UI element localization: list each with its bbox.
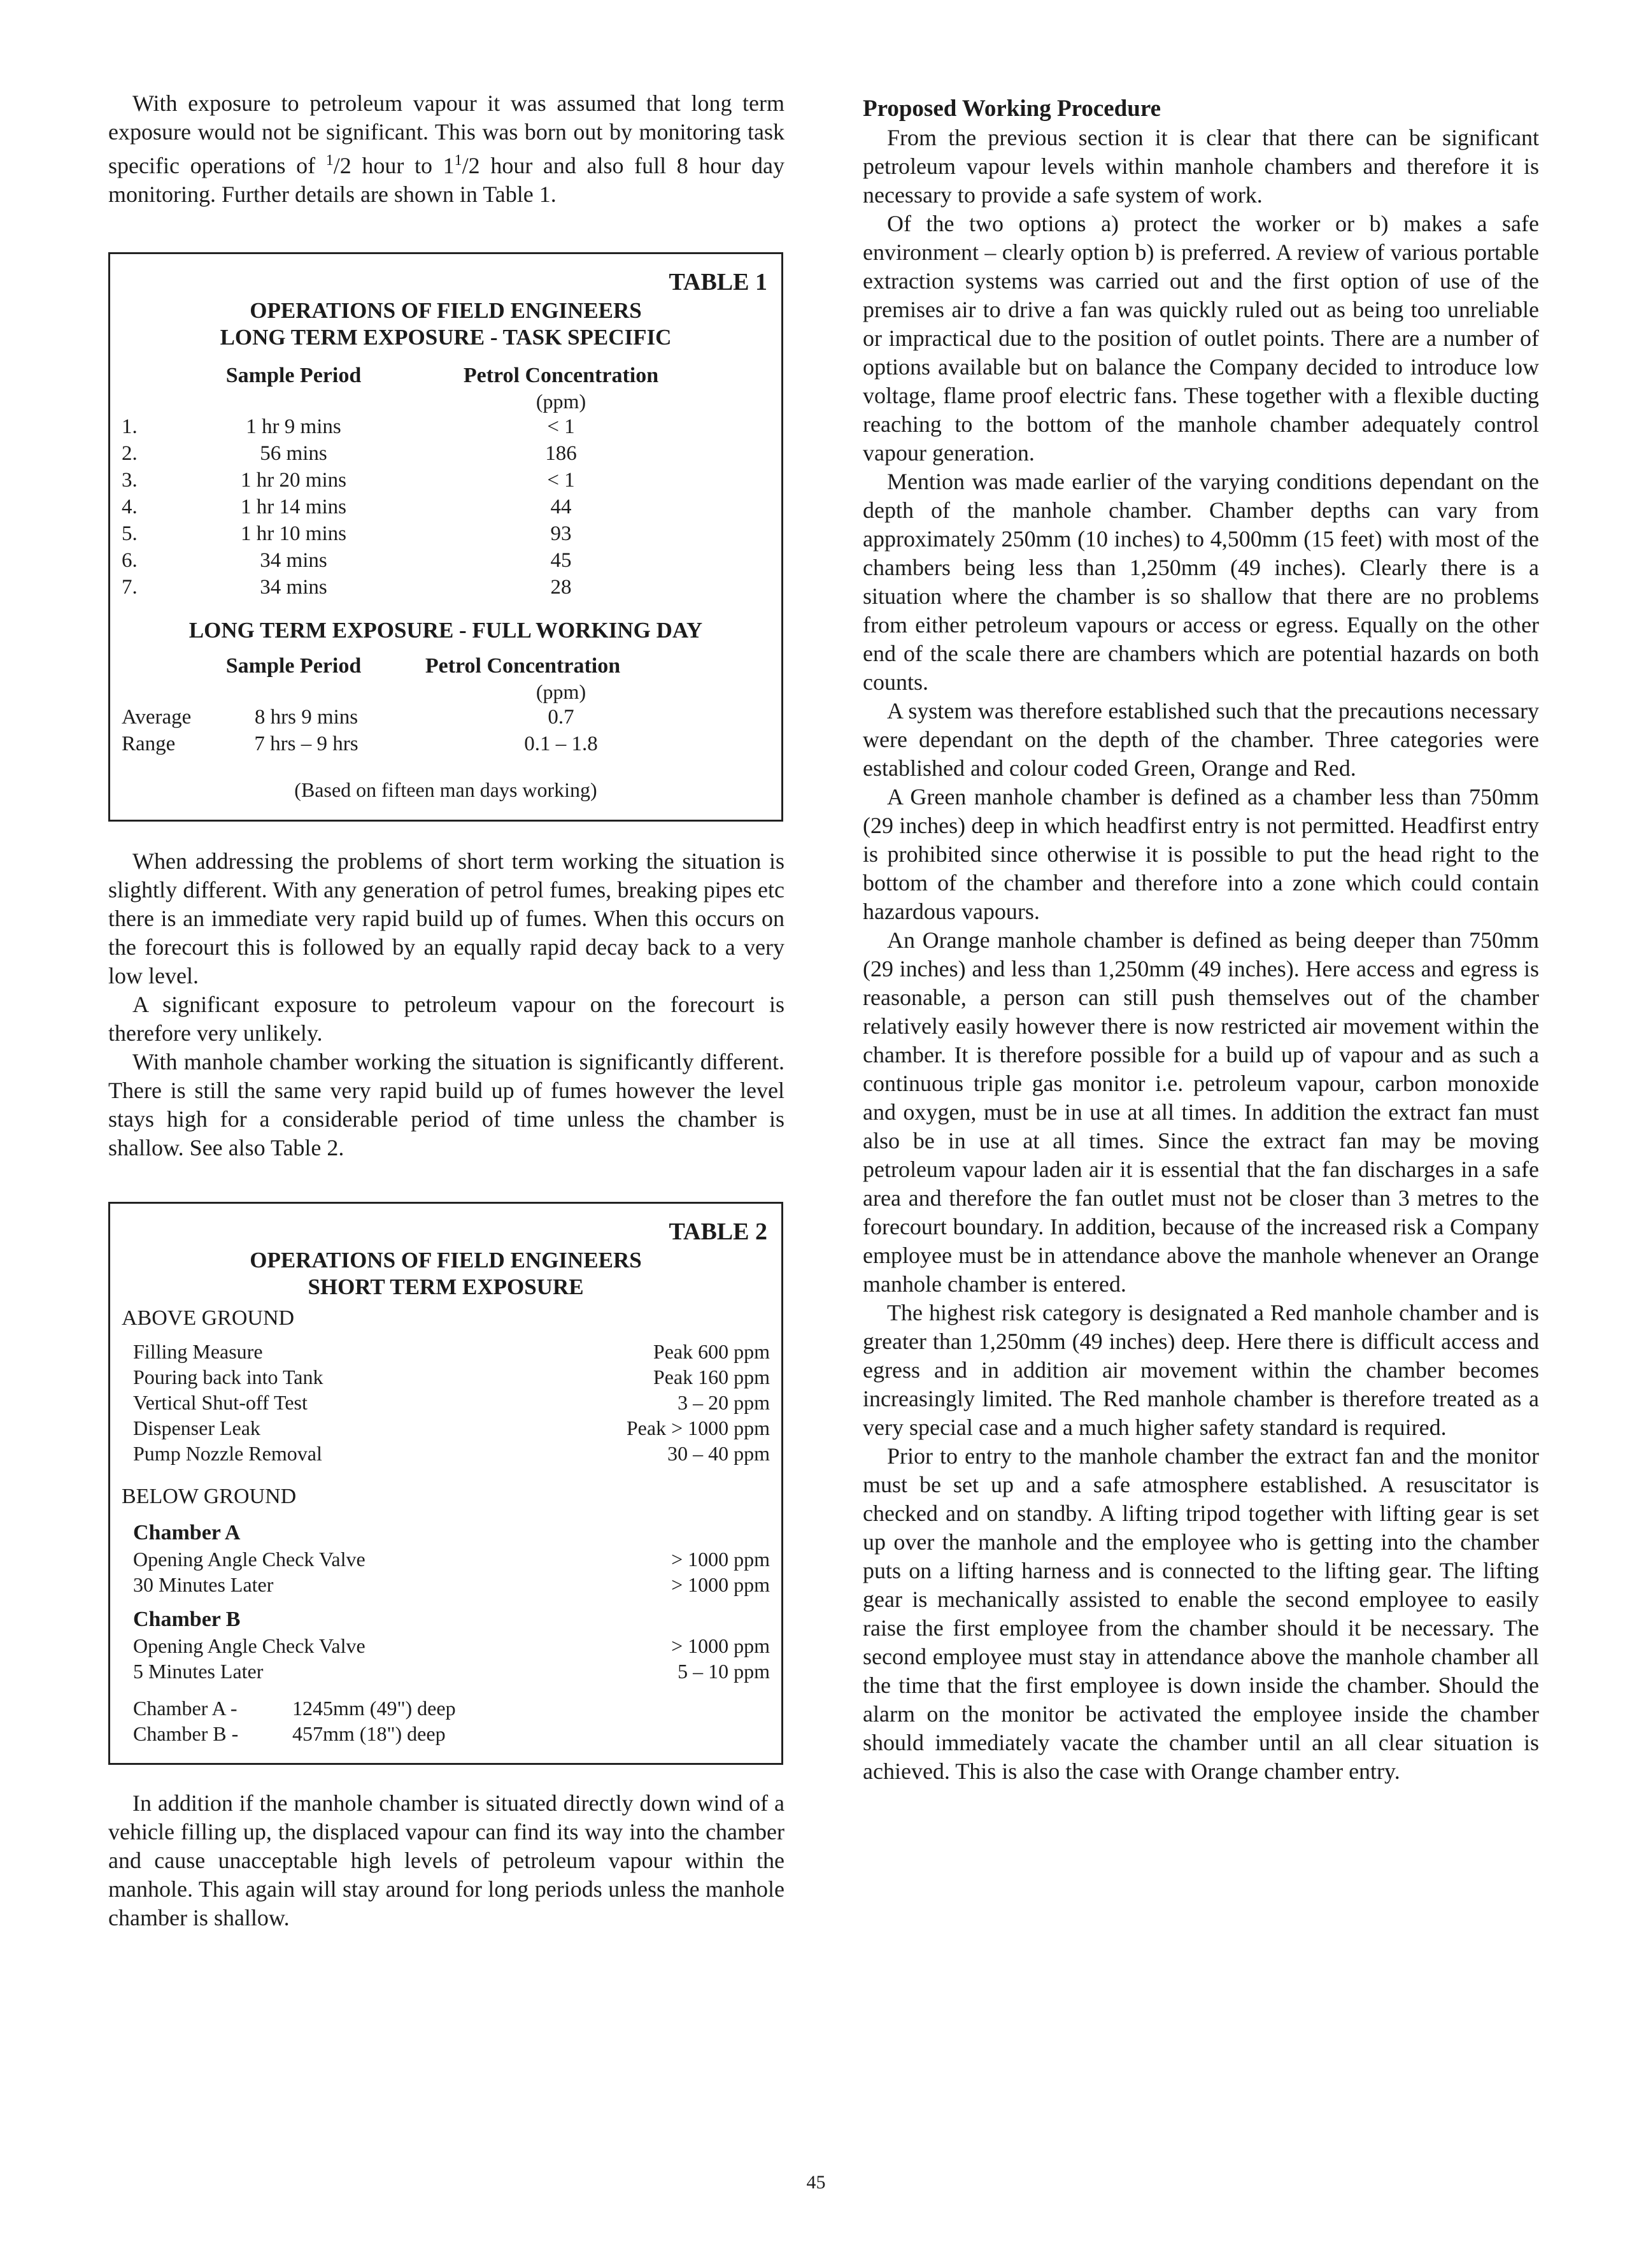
table-1-label: TABLE 1 <box>669 269 767 296</box>
right-column <box>863 94 1539 1786</box>
section-heading: Proposed Working Procedure <box>863 96 1161 122</box>
table-row: Vertical Shut-off Test 3 – 20 ppm <box>133 1391 770 1414</box>
chamber-a-heading: Chamber A <box>133 1521 241 1544</box>
table-row: Pouring back into Tank Peak 160 ppm <box>133 1366 770 1388</box>
chamber-b-heading: Chamber B <box>133 1608 241 1631</box>
table-1-header-2: Sample Period Petrol Concentration <box>225 654 621 678</box>
paragraph: A system was therefore established such that the precautions necessary were dependant on the depth of the chamber. Three categories were established and colour coded Green, Orange and Red. <box>863 698 1539 781</box>
paragraph: A significant exposure to petroleum vapour on the forecourt is therefore very unlikely. <box>108 992 784 1046</box>
paragraph: Of the two options a) protect the worker or b) makes a safe environment – clearly option b) is preferred. A review of various portable extraction systems was carried out and the first option of use of the premises air to drive a fan was quickly ruled out as being too unreliable or impractical due to the position of outlet points. There are a number of options available but on balance the Company decided to introduce low voltage, flame proof electric fans. These together with a flexible ducting reaching to the bottom of the manhole chamber adequately control vapour generation. <box>863 211 1539 466</box>
paragraph: Mention was made earlier of the varying conditions dependant on the depth of the manhole chamber. Chamber depths can vary from approximately 250mm (10 inches) to 4,500mm (15 feet) with most of the chambers being less than 1,250mm (49 inches). Clearly there is a situation where the chamber is so shallow that there are no problems from either petroleum vapours or access or egress. Equally on the other end of the scale there are chambers which are potential hazards on both counts. <box>863 469 1539 695</box>
left-column <box>108 89 784 1932</box>
table-1-note: (Based on fifteen man days working) <box>294 778 597 801</box>
paragraph: The highest risk category is designated a Red manhole chamber and is greater than 1,250mm (49 inches) deep. Here there is difficult access and egress and in addition air movement within the chamber becomes increasingly limited. The Red manhole chamber is therefore treated as a very special case and a much higher safety standard is required. <box>863 1300 1539 1440</box>
table-1-unit: (ppm) <box>536 390 586 413</box>
table-row: 2. 56 mins 186 <box>122 442 577 465</box>
table-row: 30 Minutes Later > 1000 ppm <box>133 1573 770 1596</box>
table-row: 5. 1 hr 10 mins 93 <box>122 522 572 545</box>
table-row: 6. 34 mins 45 <box>122 549 572 572</box>
table-2-title: OPERATIONS OF FIELD ENGINEERS <box>250 1248 642 1273</box>
table-row: Average 8 hrs 9 mins 0.7 <box>122 706 574 729</box>
paragraph: In addition if the manhole chamber is situated directly down wind of a vehicle filling up, the displaced vapour can find its way into the chamber and cause unacceptable high levels of petroleum vapour within the manhole. This again will stay around for long periods unless the manhole chamber is shallow. <box>108 1790 784 1930</box>
table-row: Dispenser Leak Peak > 1000 ppm <box>133 1416 770 1439</box>
table-row: 1. 1 hr 9 mins < 1 <box>122 415 575 438</box>
table-row: Opening Angle Check Valve > 1000 ppm <box>133 1548 770 1571</box>
table-row: Filling Measure Peak 600 ppm <box>133 1340 770 1363</box>
table-row: 3. 1 hr 20 mins < 1 <box>122 469 575 492</box>
table-2-label: TABLE 2 <box>669 1218 767 1245</box>
table-2 <box>108 1202 783 1765</box>
table-row: Opening Angle Check Valve > 1000 ppm <box>133 1634 770 1657</box>
table-2-subtitle: SHORT TERM EXPOSURE <box>308 1274 584 1299</box>
chamber-a-depth: Chamber A - 1245mm (49") deep <box>133 1697 456 1720</box>
chamber-b-depth: Chamber B - 457mm (18") deep <box>133 1722 446 1745</box>
paragraph: When addressing the problems of short term working the situation is slightly different. With any generation of petrol fumes, breaking pipes etc there is an immediate very rapid build up of fumes. When this occurs on the forecourt this is followed by an equally rapid decay back to a very low level. <box>108 848 784 988</box>
page-number: 45 <box>806 2172 826 2193</box>
table-1-subtitle: LONG TERM EXPOSURE - TASK SPECIFIC <box>220 325 672 350</box>
paragraph: From the previous section it is clear that there can be significant petroleum vapour levels within manhole chambers and therefore it is necessary to provide a safe system of work. <box>863 125 1539 208</box>
below-ground-heading: BELOW GROUND <box>122 1485 297 1508</box>
table-row: 7. 34 mins 28 <box>122 576 572 599</box>
paragraph: An Orange manhole chamber is defined as being deeper than 750mm (29 inches) and less than 1,250mm (49 inches). Here access and egress is reasonable, a person can still push themselves out of the chamber relatively easily however there is now restricted air movement within the chamber. It is therefore possible for a build up of vapour and as such a continuous triple gas monitor i.e. petroleum vapour, carbon monoxide and oxygen, must be in use at all times. In addition the extract fan must also be in use at all times. Since the extract fan may be moving petroleum vapour laden air it is essential that the fan discharges in a safe area and therefore the fan outlet must not be closer than 3 metres to the forecourt boundary. In addition, because of the increased risk a Company employee must be in attendance above the manhole whenever an Orange manhole chamber is entered. <box>863 927 1539 1297</box>
paragraph: With manhole chamber working the situation is significantly different. There is still the same very rapid build up of fumes however the level stays high for a considerable period of time unless the chamber is shallow. See also Table 2. <box>108 1049 784 1160</box>
table-1 <box>108 252 783 822</box>
table-1-title: OPERATIONS OF FIELD ENGINEERS <box>250 298 642 323</box>
paragraph: A Green manhole chamber is defined as a chamber less than 750mm (29 inches) deep in which headfirst entry is not permitted. Headfirst entry is prohibited since otherwise it is possible to put the head right to the bottom of the chamber and therefore into a zone which could contain hazardous vapours. <box>863 784 1539 924</box>
above-ground-heading: ABOVE GROUND <box>122 1306 295 1330</box>
table-row: 4. 1 hr 14 mins 44 <box>122 496 572 518</box>
table-row: Pump Nozzle Removal 30 – 40 ppm <box>133 1442 770 1465</box>
table-1-header: Sample Period Petrol Concentration <box>225 364 659 387</box>
table-1-section-title: LONG TERM EXPOSURE - FULL WORKING DAY <box>188 618 703 643</box>
intro-paragraph: With exposure to petroleum vapour it was assumed that long term exposure would not be significant. This was born out by monitoring task specific operations of $^1$/2 hour to $1^1/2$ hour and also full 8 hour day monitoring. Further details are shown in Table 1. <box>108 90 784 207</box>
table-row: 5 Minutes Later 5 – 10 ppm <box>133 1660 770 1683</box>
paragraph: Prior to entry to the manhole chamber the extract fan and the monitor must be set up and a safe atmosphere established. A resuscitator is checked and on standby. A lifting tripod together with lifting gear is set up over the manhole and the employee who is getting into the chamber puts on a lifting harness and is connected to the lifting gear. The lifting gear is mechanically assisted to enable the second employee to easily raise the first employee from the chamber should it be necessary. The second employee must stay in attendance above the manhole chamber all the time that the first employee is down inside the chamber. Should the alarm on the monitor be activated the employee inside the chamber should immediately vacate the chamber until an all clear situation is achieved. This is also the case with Orange chamber entry. <box>863 1443 1539 1784</box>
table-row: Range 7 hrs – 9 hrs 0.1 – 1.8 <box>122 732 598 755</box>
table-1-unit-2: (ppm) <box>536 680 586 703</box>
table-1-rows <box>122 413 770 601</box>
